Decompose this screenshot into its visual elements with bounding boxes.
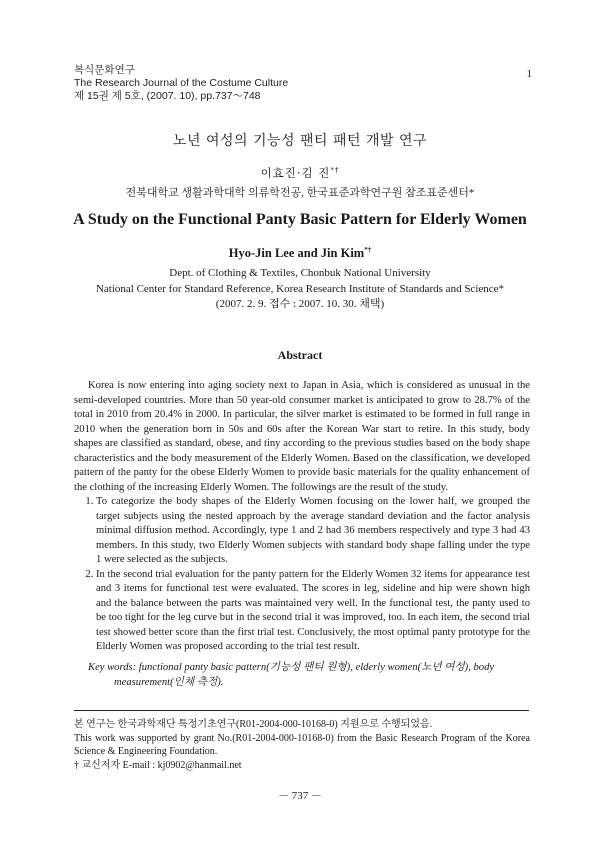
title-english: A Study on the Functional Panty Basic Pattern for Elderly Women: [73, 211, 527, 228]
affiliation-english-line-1: Dept. of Clothing & Textiles, Chonbuk National University: [169, 267, 431, 279]
journal-header: [74, 64, 288, 103]
submission-dates: (2007. 2. 9. 접수 : 2007. 10. 30. 채택): [215, 298, 385, 310]
authors-korean-names: 이효진·김 진: [260, 166, 331, 180]
affiliation-korean: 전북대학교 생활과학대학 의류학전공, 한국표준과학연구원 참조표준센터*: [125, 187, 475, 199]
journal-name-english: The Research Journal of the Costume Culture: [74, 77, 289, 89]
authors-korean: [0, 165, 600, 181]
abstract-result-item-1: 1. To categorize the body shapes of the Elderly Women focusing on the lower half, we grouped the target subjects using the nested approach by the average standard deviation and the factor analysis minimal diffusion method. Accordingly, type 1 and 2 had 36 members respectively and type 3 had 43 members. In this study, two Elderly Women subjects with standard body shape falling under the type 1 were selected as the subjects.: [96, 495, 530, 568]
authors-korean-mark: *†: [330, 166, 340, 175]
footnote-divider: [74, 710, 529, 711]
journal-name-korean: 복식문화연구: [74, 64, 135, 76]
affiliation-english: [0, 266, 600, 313]
abstract-result-item-2: 2. In the second trial evaluation for the panty pattern for the Elderly Women 32 items for appearance test and 3 items for functional test were evaluated. The scores in leg, sideline and hip were shown high and the balance between the parts was maintained very well. In the functional test, the panty used to be too tight for the leg curve but in the second trial it was improved, too. In each item, the second trial test showed better score than the first trial test. Conclusively, the most optimal panty prototype for the Elderly Women was proposed according to the trial test result.: [96, 568, 530, 655]
keywords: Key words: functional panty basic pattern(기능성 팬티 원형), elderly women(노년 여성), body measurement(인체 측정).: [88, 662, 495, 688]
abstract-result-list: [74, 495, 530, 655]
footnote-corresponding-author: † 교신저자 E-mail : kj0902@hanmail.net: [74, 759, 242, 771]
authors-english-names: Hyo-Jin Lee and Jin Kim: [228, 246, 365, 261]
affiliation-english-line-2: National Center for Standard Reference, Korea Research Institute of Standards and Science*: [95, 282, 505, 295]
page-corner-number: 1: [526, 68, 532, 80]
journal-volume-issue: 제 15권 제 5호, (2007. 10), pp.737～748: [74, 90, 261, 102]
page-number: － 737 －: [278, 790, 322, 802]
authors-english: [0, 246, 600, 261]
abstract-heading: Abstract: [277, 348, 323, 362]
abstract-body: [74, 379, 530, 655]
footnote-korean-support: 본 연구는 한국과학재단 특정기초연구(R01-2004-000-10168-0) 지원으로 수행되었음.: [74, 719, 433, 730]
footnotes: [74, 718, 530, 772]
footnote-english-support: This work was supported by grant No.(R01-2004-000-10168-0) from the Basic Research Program of the Korea Science & Engineering Foundation.: [74, 732, 530, 757]
abstract-paragraph: Korea is now entering into aging society next to Japan in Asia, which is considered as unusual in the semi-developed countries. More than 50 year-old consumer market is anticipated to grow to 28.7% of the total in 2010 from 20.4% in 2000. In particular, the silver market is estimated to be formed in full range in 2010 when the generation born in 50s and 60s after the Korean War start to retire. In this study, body shapes are classified as standard, obese, and tiny according to the previous studies based on the body shape characteristics and the body measurement of the Elderly Women. Based on the classification, we developed pattern of the panty for the obese Elderly Women to provide basic materials for the quality enhancement of the clothing of the increasing Elderly Women. The followings are the result of the study.: [74, 380, 530, 493]
authors-english-mark: *†: [364, 246, 372, 254]
title-korean: 노년 여성의 기능성 팬티 패턴 개발 연구: [172, 133, 428, 149]
